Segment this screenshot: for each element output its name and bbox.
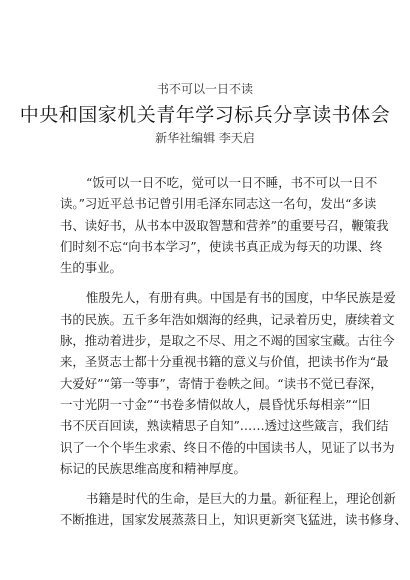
text-line: 一寸光阴一寸金”“书卷多情似故人，晨昏忧乐每相亲”“旧: [60, 396, 371, 412]
text-line: 生的事业。: [60, 260, 122, 276]
text-line: 不断推进，国家发展蒸蒸日上，知识更新突飞猛进，读书修身、: [60, 512, 407, 528]
article-byline: 新华社编辑 李天启: [155, 131, 255, 145]
paragraph-1: [60, 172, 389, 278]
text-line: 标记的民族思维高度和精神厚度。: [60, 460, 246, 476]
article-kicker: 书不可以一日不读: [156, 82, 253, 96]
article-headline: 中央和国家机关青年学习标兵分享读书体会: [19, 104, 391, 126]
text-line: 脉，推动着进步，是取之不尽、用之不竭的国家宝藏。古往今: [60, 333, 395, 349]
text-line: 书的民族。五千多年浩如烟海的经典，记录着历史，赓续着文: [60, 311, 395, 327]
text-line: 书不厌百回读，熟读精思子自知”……透过这些箴言，我们结: [60, 418, 389, 434]
text-line: “饭可以一日不吃，觉可以一日不睡，书不可以一日不: [86, 175, 378, 190]
text-line: 来，圣贤志士都十分重视书籍的意义与价值，把读书作为“最: [60, 354, 389, 370]
paragraph-3: [60, 488, 407, 531]
text-line: 识了一个个毕生求索、终日不倦的中国读书人，见证了以书为: [60, 439, 395, 455]
text-line: 读。”习近平总书记曾引用毛泽东同志这一名句，发出“多读: [60, 196, 377, 212]
text-line: 惟殷先人，有册有典。中国是有书的国度，中华民族是爱: [86, 290, 396, 306]
text-line: 书、读好书，从书本中汲取智慧和营养”的重要号召，鞭策我: [60, 217, 389, 233]
text-line: 大爱好”“第一等事”，寄情于卷帙之间。“读书不觉已春深，: [60, 375, 383, 391]
article-body: [60, 172, 407, 540]
text-line: 们时刻不忘“向书本学习”，使读书真正成为每天的功课、终: [60, 238, 383, 254]
paragraph-2: [60, 287, 396, 479]
text-line: 书籍是时代的生命，是巨大的力量。新征程上，理论创新: [86, 491, 396, 507]
